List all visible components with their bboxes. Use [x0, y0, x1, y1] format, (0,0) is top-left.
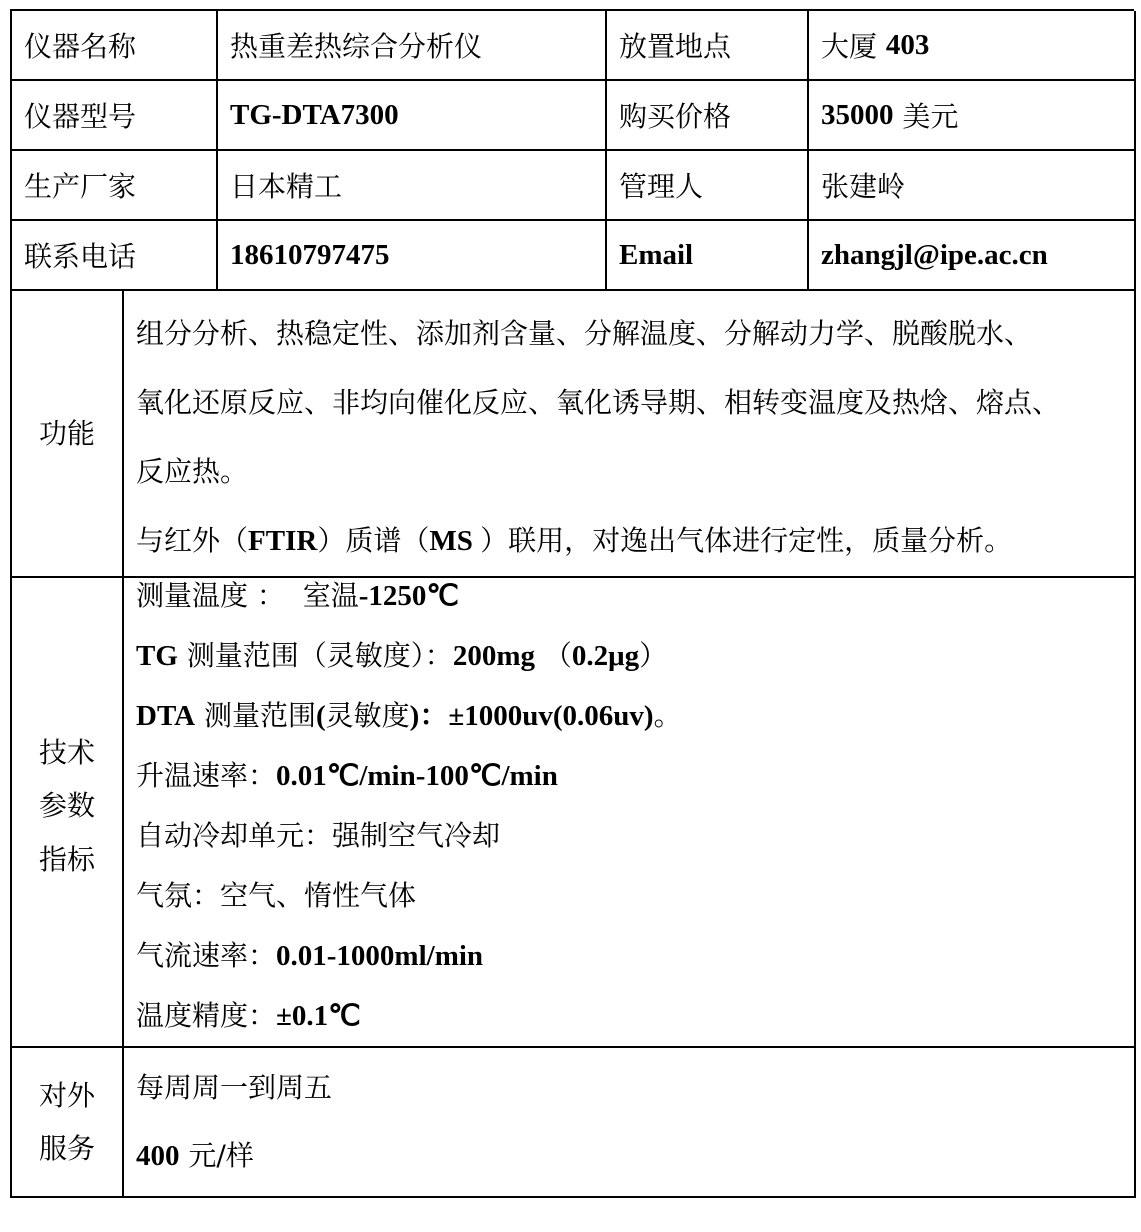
service-price-num: 400: [136, 1140, 180, 1172]
phone-label: 联系电话: [12, 221, 218, 291]
location-value-num: 403: [885, 28, 930, 61]
function-line-4-ftir: FTIR: [248, 525, 318, 557]
service-label-2: 服务: [38, 1132, 95, 1165]
function-line-4-e: ）联用，对逸出气体进行定性，质量分析。: [480, 524, 1013, 557]
price-value-text: 美元: [902, 100, 959, 133]
spec-flow-value: 0.01-1000ml/min: [276, 940, 484, 972]
function-line-4-a: 与红外（: [136, 524, 249, 557]
function-line-4-ms: MS: [429, 525, 481, 557]
service-label: [12, 1048, 124, 1198]
location-value-text: 大厦: [821, 30, 878, 63]
location-label: 放置地点: [607, 11, 809, 81]
price-value-num: 35000: [821, 98, 894, 131]
spec-label: [12, 566, 124, 1048]
name-label: 仪器名称: [12, 11, 218, 81]
spec-tg-a: TG: [136, 640, 178, 672]
manager-label: 管理人: [607, 151, 809, 221]
service-content: [124, 1048, 1136, 1198]
spec-tg-f: ）: [639, 639, 668, 672]
basic-info-grid: [10, 9, 1134, 291]
email-value: zhangjl@ipe.ac.cn: [809, 221, 1136, 291]
spec-rate: [136, 746, 1134, 806]
phone-value: 18610797475: [218, 221, 607, 291]
spec-cooling: 自动冷却单元：强制空气冷却: [136, 819, 501, 852]
spec-content: [124, 566, 1136, 1048]
spec-temp-label: 测量温度 ： 室温: [136, 579, 359, 612]
spec-dta-d: 灵敏度: [325, 699, 410, 732]
service-section: [10, 1048, 1134, 1198]
spec-dta-a: DTA: [136, 700, 196, 732]
spec-flow: [136, 926, 1134, 986]
spec-label-2: 参数: [38, 789, 95, 823]
model-label: 仪器型号: [12, 81, 218, 151]
spec-precision: [136, 986, 1134, 1046]
spec-precision-value: ±0.1℃: [276, 1000, 361, 1032]
spec-atmosphere: 气氛：空气、惰性气体: [136, 879, 417, 912]
service-price: [136, 1122, 1134, 1190]
function-label-text: 功能: [38, 416, 95, 450]
service-price-text: 元/样: [179, 1139, 254, 1172]
spec-rate-value: 0.01℃/min-100℃/min: [276, 760, 558, 792]
spec-tg-e: 0.2μg: [571, 640, 640, 672]
function-line-2: 氧化还原反应、非均向催化反应、氧化诱导期、相转变温度及热焓、熔点、: [136, 386, 1061, 419]
function-line-3: 反应热。: [136, 455, 249, 488]
manager-value: 张建岭: [809, 151, 1136, 221]
service-label-1: 对外: [38, 1078, 95, 1112]
spec-tg-b: 测量范围（灵敏度）：: [177, 639, 453, 672]
function-line-1: 组分分析、热稳定性、添加剂含量、分解温度、分解动力学、脱酸脱水、: [136, 317, 1033, 350]
maker-label: 生产厂家: [12, 151, 218, 221]
email-label: Email: [607, 221, 809, 291]
spec-temp: [136, 566, 1134, 626]
spec-tg-d: （: [534, 639, 572, 672]
model-value: TG-DTA7300: [218, 81, 607, 151]
spec-label-1: 技术: [38, 736, 95, 770]
spec-dta-b: 测量范围: [195, 699, 316, 732]
spec-dta-c: (: [315, 700, 326, 732]
instrument-info-table: [10, 9, 1134, 1198]
price-value: [809, 81, 1136, 151]
spec-dta-f: ±1000uv(0.06uv): [448, 700, 654, 732]
function-label: [12, 291, 124, 578]
function-content: [124, 291, 1136, 578]
location-value: [809, 11, 1136, 81]
spec-dta-e: )：: [409, 700, 449, 732]
spec-precision-label: 温度精度：: [136, 999, 277, 1032]
spec-label-3: 指标: [38, 842, 95, 876]
spec-rate-label: 升温速率：: [136, 759, 277, 792]
spec-dta: [136, 686, 1134, 746]
spec-temp-value: -1250℃: [358, 580, 459, 612]
price-label: 购买价格: [607, 81, 809, 151]
name-value: 热重差热综合分析仪: [218, 11, 607, 81]
spec-tg: [136, 626, 1134, 686]
function-line-4-c: ）质谱（: [317, 524, 430, 557]
spec-section: [10, 566, 1134, 1048]
spec-dta-g: 。: [653, 699, 682, 732]
function-section: [10, 291, 1134, 566]
maker-value: 日本精工: [218, 151, 607, 221]
spec-tg-c: 200mg: [452, 640, 535, 672]
spec-flow-label: 气流速率：: [136, 939, 277, 972]
service-schedule: 每周周一到周五: [136, 1071, 333, 1104]
